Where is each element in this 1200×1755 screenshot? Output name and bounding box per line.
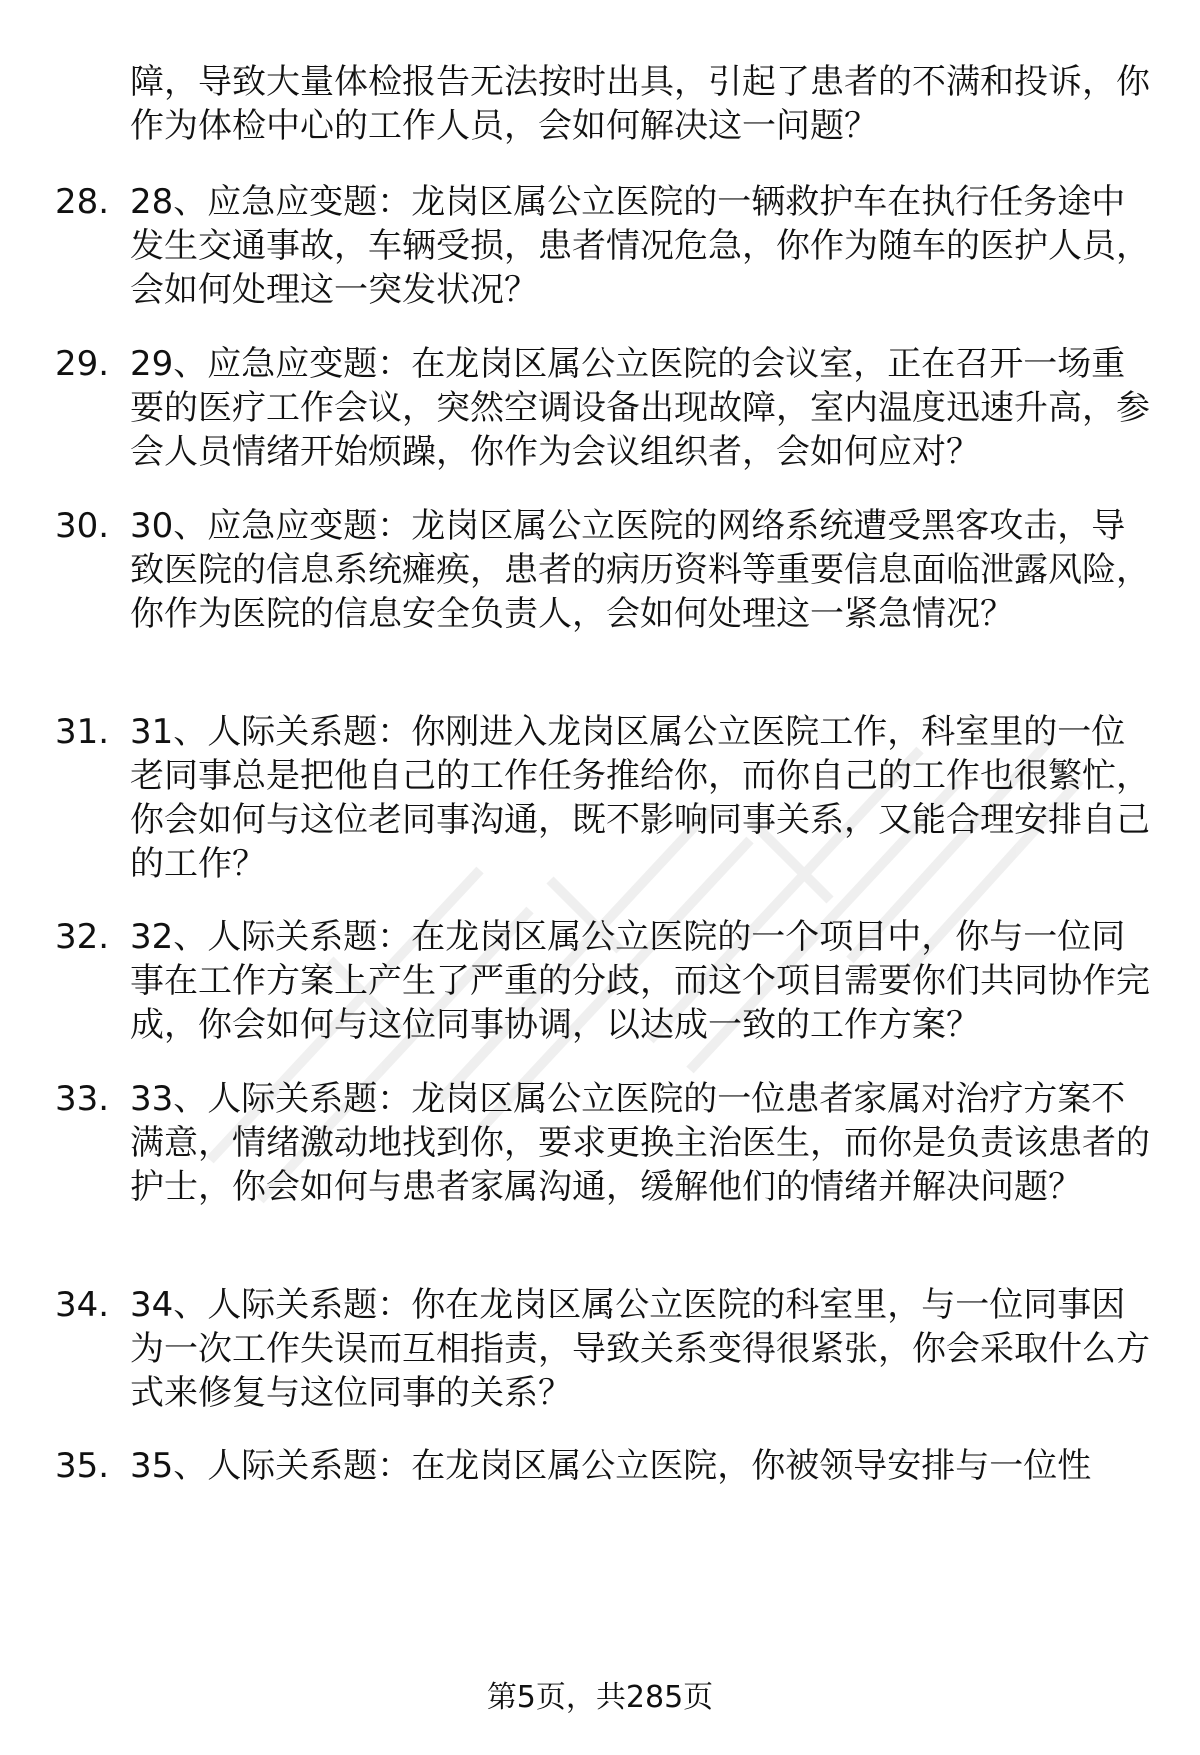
question-text: 35、人际关系题：在龙岗区属公立医院，你被领导安排与一位性: [130, 1446, 1092, 1486]
question-number: 35.: [55, 1446, 110, 1486]
question-number: 32.: [55, 917, 110, 957]
question-text: 29、应急应变题：在龙岗区属公立医院的会议室，正在召开一场重要的医疗工作会议，突然空调设备出现故障，室内温度迅速升高，参会人员情绪开始烦躁，你作为会议组织者，会如何应对？: [130, 344, 1150, 472]
question-number: 29.: [55, 344, 110, 384]
question-number: 28.: [55, 182, 110, 222]
question-number: 31.: [55, 712, 110, 752]
carryover-paragraph: 障，导致大量体检报告无法按时出具，引起了患者的不满和投诉，你作为体检中心的工作人员，会如何解决这一问题？: [130, 62, 1150, 146]
question-number: 34.: [55, 1285, 110, 1325]
question-text: 34、人际关系题：你在龙岗区属公立医院的科室里，与一位同事因为一次工作失误而互相指责，导致关系变得很紧张，你会采取什么方式来修复与这位同事的关系？: [130, 1285, 1150, 1413]
question-number: 33.: [55, 1079, 110, 1119]
question-number: 30.: [55, 506, 110, 546]
question-text: 28、应急应变题：龙岗区属公立医院的一辆救护车在执行任务途中发生交通事故，车辆受损，患者情况危急，你作为随车的医护人员，会如何处理这一突发状况？: [130, 182, 1150, 310]
question-text: 33、人际关系题：龙岗区属公立医院的一位患者家属对治疗方案不满意，情绪激动地找到你，要求更换主治医生，而你是负责该患者的护士，你会如何与患者家属沟通，缓解他们的情绪并解决问题？: [130, 1079, 1150, 1207]
question-text: 30、应急应变题：龙岗区属公立医院的网络系统遭受黑客攻击，导致医院的信息系统瘫痪，患者的病历资料等重要信息面临泄露风险，你作为医院的信息安全负责人，会如何处理这一紧急情况？: [130, 506, 1150, 634]
question-text: 32、人际关系题：在龙岗区属公立医院的一个项目中，你与一位同事在工作方案上产生了严重的分歧，而这个项目需要你们共同协作完成，你会如何与这位同事协调，以达成一致的工作方案？: [130, 917, 1150, 1045]
question-text: 31、人际关系题：你刚进入龙岗区属公立医院工作，科室里的一位老同事总是把他自己的工作任务推给你，而你自己的工作也很繁忙，你会如何与这位老同事沟通，既不影响同事关系，又能合理安排自己的工作？: [130, 712, 1150, 884]
page-footer: 第5页，共285页: [486, 1680, 714, 1715]
